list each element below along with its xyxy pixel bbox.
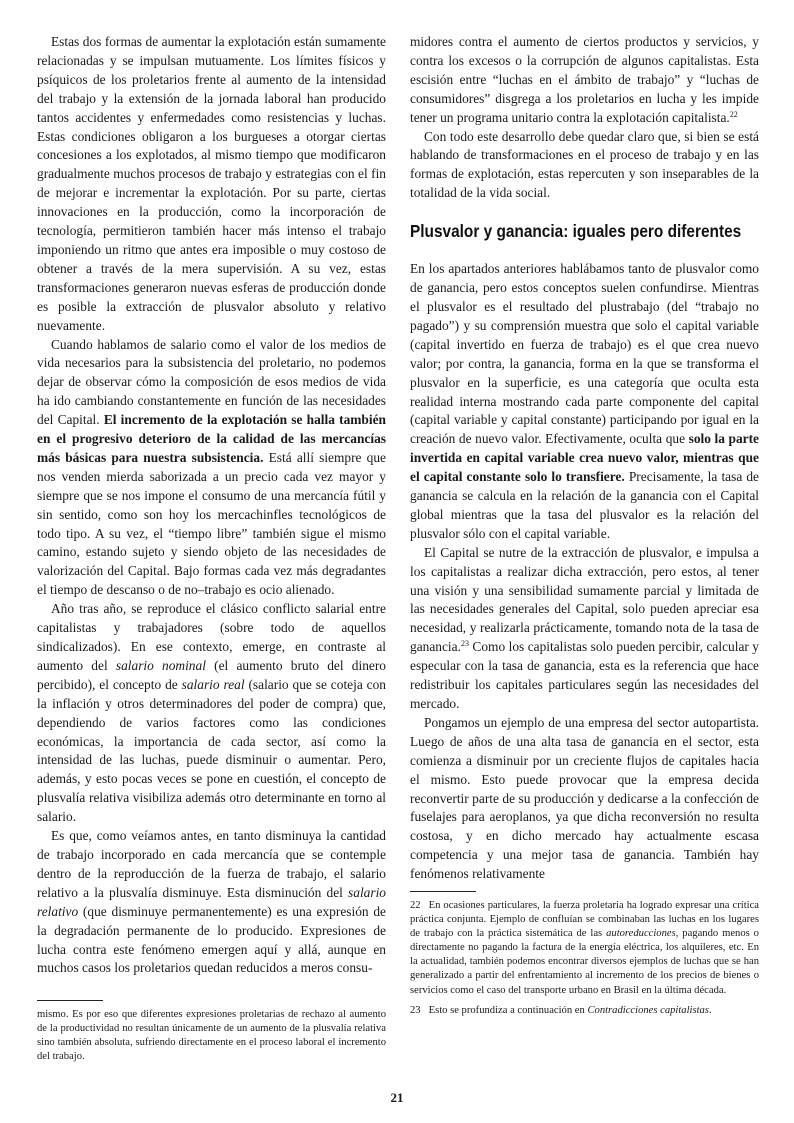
paragraph: En los apartados anteriores hablábamos tanto de plusvalor como de ganancia, pero estos conceptos suelen confundirse. Mientras el plusvalor es el resultado del plustrabajo (del “trabajo no pagado”) y su comprensión muestra que solo el capital variable (capital invertido en fuerza de trabajo) es el que crea nuevo valor; por contra, la ganancia, forma en la que se transforma el plusvalor en la superficie, es una categoría que oculta esta realidad interna mostrando cada parte componente del capital (capital variable y capital constante) participando por igual en la creación de nuevo valor. Efectivamente, oculta que solo la parte invertida en capital variable crea nuevo valor, mientras que el capital constante solo lo transfiere. Precisamente, la tasa de ganancia se calcula en la relación de la ganancia con el Capital global mientras que la tasa del plusvalor es la relación del plusvalor sólo con el capital variable.	[410, 261, 759, 541]
footnote-ref[interactable]: 23	[460, 639, 469, 649]
paragraph: Año tras año, se reproduce el clásico conflicto salarial entre capitalistas y trabajadores (sobre todo de aquellos sindicalizados). En ese contexto, emerge, en contraste al aumento del salario nominal (el aumento bruto del dinero percibido), el concepto de salario real (salario que se coteja con la inflación y otros determinadores del poder de compra) que, dependiendo de varios factores como las condiciones económicas, la importancia de cada sector, así como la intensidad de las luchas, puede disminuir o aumentar. Pero, además, y esto pocas veces se pone en cuestión, el concepto de plusvalía relativa visibiliza además otro determinante en torno al salario.	[37, 601, 387, 825]
paragraph: Estas dos formas de aumentar la explotación están sumamente relacionadas y se impulsan mutuamente. Los límites físicos y psíquicos de los proletarios frente al aumento de la intensidad del trabajo y la extensión de la jornada laboral han producido tantos accidentes y enfermedades como resistencias y luchas. Estas condiciones obligaron a los burgueses a otorgar ciertas concesiones a los explotados, al mismo tiempo que modificaron gradualmente muchos procesos de trabajo y estrategias con el fin de mejorar e incrementar la explotación. Por su parte, ciertas innovaciones en la producción, como la incorporación de tecnología, permitieron también hacer más intenso el trabajo imponiendo un ritmo que antes era imposible o muy costoso de obtener a través de la mera supervisión. A su vez, estas transformaciones generaron nuevas esferas de producción donde es posible la extracción de plusvalor absoluto y relativo nuevamente.	[37, 34, 386, 333]
paragraph: Es que, como veíamos antes, en tanto disminuya la cantidad de trabajo incorporado en cada mercancía que se contemple dentro de la reproducción de la fuerza de trabajo, el salario relativo a la plusvalía disminuye. Esta disminución del salario relativo (que disminuye permanentemente) es una expresión de la degradación permanente de lo producido. Expresiones de lucha contra este fenómeno emergen aquí y allá, aunque en muchos casos los proletarios quedan reducidos a meros consu-	[37, 828, 386, 976]
bold-emphasis: solo la parte invertida en capital variable crea nuevo valor, mientras que el capital constante solo lo transfiere.	[410, 431, 759, 485]
italic-term: salario relativo	[37, 884, 386, 919]
footnote-ref[interactable]: 22	[729, 109, 738, 119]
italic-term: Contradicciones capitalistas	[587, 1004, 709, 1016]
footnote-23: 23 Esto se profundiza a continuación en Contradicciones capitalistas.	[410, 1004, 759, 1018]
paragraph: Pongamos un ejemplo de una empresa del sector autopartista. Luego de años de una alta tasa de ganancia en el sector, esta comienza a disminuir por un creciente flujos de capitales hacia el mismo. Esto puede provocar que la empresa decida reconvertir parte de su producción y dedicarse a la confección de fuselajes para aeroplanos, ya que dicha reconversión no resulta costosa, y en dicho mercado hay actualmente escasa competencia y una mejor tasa de ganancia. También hay fenómenos relativamente	[410, 714, 759, 882]
footnote-22: 22 En ocasiones particulares, la fuerza proletaria ha logrado expresar una crítica práctica conjunta. Ejemplo de confluían se combinaban las luchas en los lugares de trabajo con la práctica sistemática de las autoreducciones, pagando menos o directamente no pagando la factura de la energía eléctrica, los alquileres, etc. En la actualidad, también podemos encontrar diversos ejemplos de luchas que se han generalizado a partir del enfrentamiento al incremento de los precios de bienes o servicios como el caso del transporte urbano en Brasil en la última década.	[410, 900, 759, 996]
footnote-divider	[37, 1000, 103, 1001]
paragraph: El Capital se nutre de la extracción de plusvalor, e impulsa a los capitalistas a realizar dicha extracción, pero estos, al tener una visión y una sensibilidad sumamente parcial y limitada de las necesidades generales del Capital, solo pueden apreciar esa necesidad, y realizarla prácticamente, tomando nota de la tasa de ganancia.$^{23}$ Como los capitalistas solo pueden percibir, calcular y especular con la tasa de ganancia, esta es la referencia que hace redistribuir los capitales particulares según las necesidades del mercado.	[410, 544, 759, 711]
right-column	[410, 33, 759, 884]
footnote-number: 22	[410, 900, 421, 911]
footnotes-left	[37, 1000, 386, 1064]
footnote-number: 23	[410, 1004, 421, 1016]
footnote-continuation: mismo. Es por eso que diferentes expresiones proletarias de rechazo al aumento de la productividad no resultan únicamente de un aumento de la plusvalía relativa sino también absoluta, sufriendo directamente en el proceso laboral el incremento del trabajo.	[37, 1009, 386, 1063]
page-number: 21	[390, 1090, 404, 1105]
paragraph: Con todo este desarrollo debe quedar claro que, si bien se está hablando de transformaciones en el proceso de trabajo y en las formas de explotación, estas repercuten y son inseparables de la totalidad de la vida social.	[410, 128, 759, 201]
bold-emphasis: El incremento de la explotación se halla también en el progresivo deterioro de la calidad de las mercancías más básicas para nuestra subsistencia.	[37, 412, 386, 465]
footnote-divider	[410, 891, 476, 892]
left-column	[37, 33, 386, 978]
paragraph: Cuando hablamos de salario como el valor de los medios de vida necesarios para la subsistencia del proletario, no podemos dejar de observar cómo la composición de esos medios de vida ha ido cambiando constantemente en función de las necesidades del Capital. El incremento de la explotación se halla también en el progresivo deterioro de la calidad de las mercancías más básicas para nuestra subsistencia. Está allí siempre que nos venden mierda saborizada a un precio cada vez mayor y siempre que se nos impone el consumo de una mercancía fútil y sin sentido, como son hoy los mercachinfles tecnológicos de todo tipo. A su vez, el “tiempo libre” también sigue el mismo camino, estando sujeto y siendo objeto de las necesidades de valorización del Capital. Bajo formas cada vez más degradantes el tiempo de descanso o de no–trabajo es ocio alienado.	[37, 336, 386, 598]
paragraph: midores contra el aumento de ciertos productos y servicios, y contra los excesos o la corrupción de algunos capitalistas. Esta escisión entre “luchas en el ámbito de trabajo” y “luchas de consumidores” disgrega a los proletarios en lucha y les impide tener un programa unitario contra la explotación capitalista.$^{22}$	[410, 34, 759, 125]
italic-term: salario real	[181, 676, 245, 692]
footnotes-right	[410, 891, 759, 1018]
section-heading: Plusvalor y ganancia: iguales pero diferentes	[410, 221, 742, 242]
italic-term: salario nominal	[115, 657, 206, 673]
italic-term: autoreducciones	[606, 928, 676, 940]
